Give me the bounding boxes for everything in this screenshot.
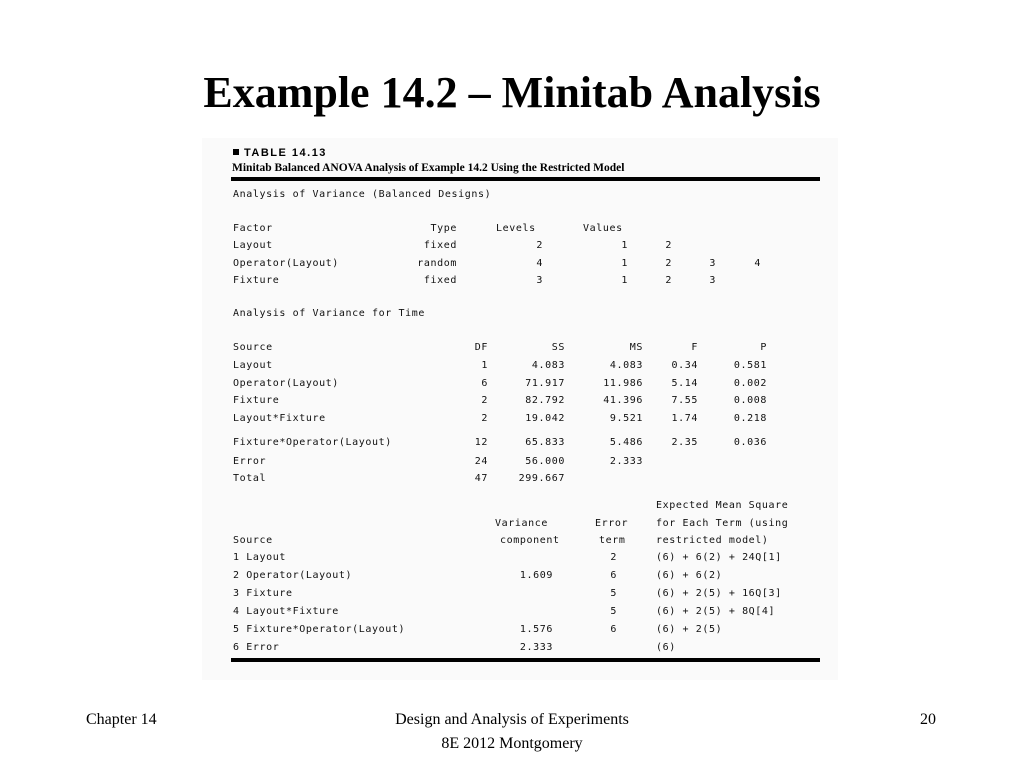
ems-error-term: 6 [610, 624, 617, 635]
factor-value: 2 [665, 258, 672, 269]
anova-source-header: Source [233, 342, 273, 353]
factor-name: Fixture [233, 275, 280, 286]
anova-ss: 71.917 [525, 378, 565, 389]
anova-p: 0.581 [733, 360, 767, 371]
slide-title: Example 14.2 – Minitab Analysis [203, 68, 821, 117]
footer-chapter: Chapter 14 [86, 711, 157, 728]
factor-value: 1 [621, 240, 628, 251]
anova-p: 0.002 [733, 378, 767, 389]
factor-value: 2 [665, 275, 672, 286]
anova-ss: 56.000 [525, 456, 565, 467]
variance-header-line2: component [500, 535, 560, 546]
ems-error-term: 6 [610, 570, 617, 581]
anova-df: 1 [481, 360, 488, 371]
footer-book-line2: 8E 2012 Montgomery [441, 735, 583, 752]
factor-name: Operator(Layout) [233, 258, 339, 269]
anova-f: 7.55 [671, 395, 698, 406]
anova-df: 2 [481, 413, 488, 424]
anova-ms: 41.396 [603, 395, 643, 406]
factor-levels: 3 [536, 275, 543, 286]
type-header: Type [430, 223, 457, 234]
table-caption: Minitab Balanced ANOVA Analysis of Example 14.2 Using the Restricted Model [232, 162, 625, 174]
ems-source: 4 Layout*Fixture [233, 606, 339, 617]
anova-ms: 4.083 [609, 360, 643, 371]
top-rule [231, 177, 820, 181]
factor-type: fixed [423, 240, 457, 251]
factor-type: fixed [423, 275, 457, 286]
anova-df: 24 [474, 456, 488, 467]
anova-f: 5.14 [671, 378, 698, 389]
section1-title: Analysis of Variance (Balanced Designs) [233, 189, 492, 200]
footer-book-line1: Design and Analysis of Experiments [395, 711, 629, 728]
ems-error-term: 2 [610, 552, 617, 563]
anova-ss: 4.083 [531, 360, 565, 371]
anova-p: 0.036 [733, 437, 767, 448]
anova-source: Fixture*Operator(Layout) [233, 437, 392, 448]
factor-levels: 4 [536, 258, 543, 269]
error-header-line1: Error [595, 518, 629, 529]
ems-variance: 2.333 [519, 642, 553, 653]
footer-book [300, 708, 724, 756]
anova-p-header: P [760, 342, 767, 353]
anova-source: Fixture [233, 395, 280, 406]
anova-ms: 2.333 [609, 456, 643, 467]
factor-value: 2 [665, 240, 672, 251]
factor-value: 1 [621, 258, 628, 269]
anova-ss: 299.667 [518, 473, 565, 484]
footer-page-number: 20 [920, 711, 936, 728]
factor-value: 4 [754, 258, 761, 269]
anova-table-figure [202, 138, 838, 680]
levels-header: Levels [496, 223, 536, 234]
anova-df: 12 [474, 437, 488, 448]
ems-source-header: Source [233, 535, 273, 546]
ems-variance: 1.609 [519, 570, 553, 581]
anova-f: 1.74 [671, 413, 698, 424]
anova-f-header: F [691, 342, 698, 353]
ems-expected: (6) + 2(5) [656, 624, 723, 635]
ems-source: 3 Fixture [233, 588, 293, 599]
ems-source: 2 Operator(Layout) [233, 570, 353, 581]
ems-expected: (6) [656, 642, 676, 653]
anova-df: 6 [481, 378, 488, 389]
anova-ss: 19.042 [525, 413, 565, 424]
ems-error-term: 5 [610, 588, 617, 599]
factor-name: Layout [233, 240, 273, 251]
ems-expected: (6) + 2(5) + 8Q[4] [656, 606, 776, 617]
anova-f: 0.34 [671, 360, 698, 371]
factor-value: 3 [709, 258, 716, 269]
ems-header-line1: Expected Mean Square [656, 500, 789, 511]
anova-p: 0.008 [733, 395, 767, 406]
anova-source: Error [233, 456, 267, 467]
variance-header-line1: Variance [495, 518, 548, 529]
anova-ss: 82.792 [525, 395, 565, 406]
ems-header-line2: for Each Term (using [656, 518, 789, 529]
anova-f: 2.35 [671, 437, 698, 448]
anova-df: 2 [481, 395, 488, 406]
anova-source: Layout*Fixture [233, 413, 326, 424]
factor-header: Factor [233, 223, 273, 234]
anova-source: Layout [233, 360, 273, 371]
ems-expected: (6) + 6(2) [656, 570, 723, 581]
ems-source: 6 Error [233, 642, 280, 653]
anova-df-header: DF [474, 342, 488, 353]
ems-source: 1 Layout [233, 552, 286, 563]
ems-expected: (6) + 6(2) + 24Q[1] [656, 552, 782, 563]
table-label-text: TABLE 14.13 [244, 147, 327, 159]
factor-type: random [417, 258, 457, 269]
ems-source: 5 Fixture*Operator(Layout) [233, 624, 406, 635]
ems-expected: (6) + 2(5) + 16Q[3] [656, 588, 782, 599]
bottom-rule [231, 658, 820, 662]
anova-ms: 5.486 [609, 437, 643, 448]
section2-title: Analysis of Variance for Time [233, 308, 425, 319]
anova-df: 47 [474, 473, 488, 484]
anova-ss-header: SS [551, 342, 565, 353]
anova-ms: 11.986 [603, 378, 643, 389]
table-label [233, 147, 327, 159]
error-header-line2: term [599, 535, 626, 546]
factor-levels: 2 [536, 240, 543, 251]
anova-source: Total [233, 473, 267, 484]
anova-ms-header: MS [629, 342, 643, 353]
ems-variance: 1.576 [519, 624, 553, 635]
ems-error-term: 5 [610, 606, 617, 617]
anova-source: Operator(Layout) [233, 378, 339, 389]
anova-ms: 9.521 [609, 413, 643, 424]
factor-value: 1 [621, 275, 628, 286]
values-header: Values [583, 223, 623, 234]
factor-value: 3 [709, 275, 716, 286]
square-bullet-icon [233, 149, 239, 155]
ems-header-line3: restricted model) [656, 535, 769, 546]
anova-p: 0.218 [733, 413, 767, 424]
anova-ss: 65.833 [525, 437, 565, 448]
